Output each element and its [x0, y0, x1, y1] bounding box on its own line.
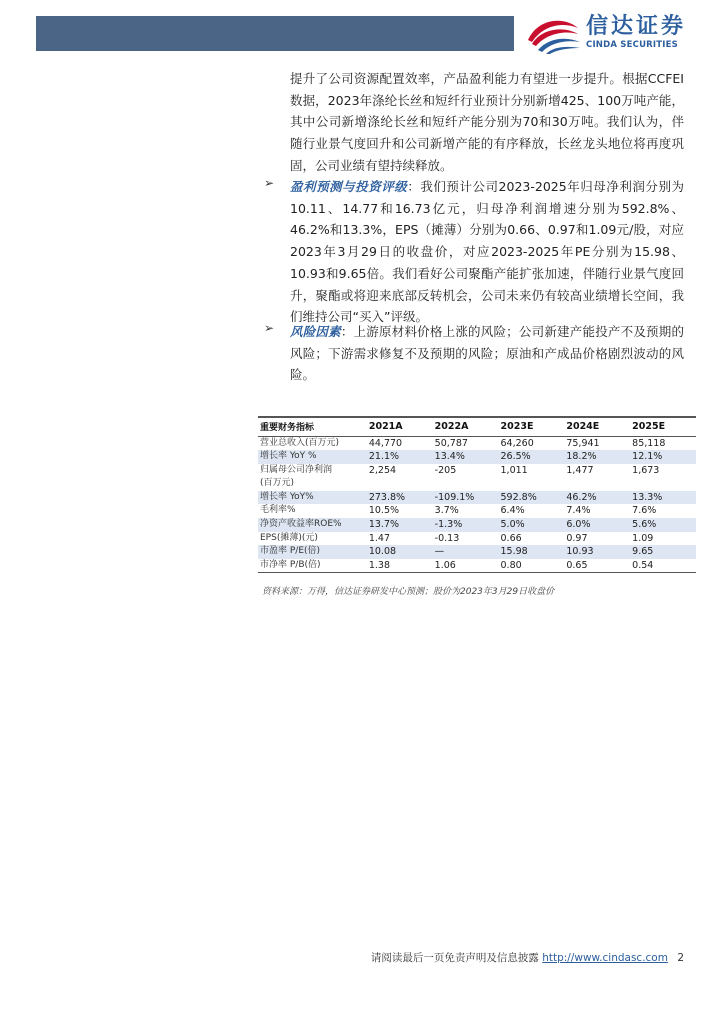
header-bar [36, 16, 514, 51]
table-cell: 13.3% [630, 491, 696, 505]
table-cell: 273.8% [367, 491, 433, 505]
table-cell: 64,260 [500, 437, 534, 449]
bullet-body: ：上游原材料价格上涨的风险；公司新建产能投产不及预期的风险；下游需求修复不及预期的风险；原油和产成品价格剧烈波动的风险。 [290, 324, 684, 383]
table-cell: 市盈率 P/E(倍) [258, 545, 367, 559]
table-cell: (百万元) [260, 478, 295, 489]
table-row [258, 436, 696, 450]
table-cell: 增长率 YoY % [258, 450, 367, 464]
table-cell: 18.2% [564, 450, 630, 464]
table-cell: 6.4% [500, 505, 525, 517]
table-cell [367, 477, 433, 491]
financial-indicators-table [258, 416, 696, 573]
website-link[interactable]: http://www.cindasc.com [542, 952, 668, 964]
table-row [258, 545, 696, 559]
table-source-note: 资料来源：万得，信达证券研发中心预测；股价为2023年3月29日收盘价 [262, 587, 555, 597]
table-cell: 1.38 [367, 559, 433, 573]
table-cell: 1,011 [500, 464, 528, 476]
table-cell [499, 477, 565, 491]
table-row [258, 532, 696, 546]
disclaimer-text: 请阅读最后一页免责声明及信息披露 [370, 952, 539, 964]
table-header-row [258, 417, 696, 436]
table-cell: 10.5% [368, 505, 400, 517]
table-cell: 2,254 [368, 464, 397, 476]
intro-paragraph: 提升了公司资源配置效率，产品盈利能力有望进一步提升。根据CCFEI数据，2023年涤纶长丝和短纤行业预计分别新增425、100万吨产能，其中公司新增涤纶长丝和短纤产能分别为70和30万吨。我们认为，伴随行业景气度回升和公司新增产能的有序释放，长丝龙头地位将再度巩固，公司业绩有望持续释放。 [290, 71, 684, 173]
table-cell: -109.1% [433, 491, 499, 505]
table-cell: -1.3% [433, 518, 499, 532]
table-cell: 85,118 [632, 437, 666, 449]
table-cell: 44,770 [368, 437, 403, 449]
table-cell: 1,477 [566, 464, 594, 476]
table-cell: -205 [434, 464, 457, 476]
table-cell: 13.4% [433, 450, 499, 464]
table-cell: 7.6% [632, 505, 657, 517]
table-cell [564, 477, 630, 491]
table-cell: -0.13 [434, 532, 460, 544]
table-header-cell: 2025E [630, 417, 696, 436]
table-cell: 9.65 [630, 545, 696, 559]
table-cell: 0.54 [630, 559, 696, 573]
table-cell: 15.98 [499, 545, 565, 559]
table-row [258, 491, 696, 505]
table-cell: 0.97 [566, 532, 588, 544]
table-cell: 0.80 [499, 559, 565, 573]
bullet-title: 盈利预测与投资评级 [290, 179, 408, 194]
table-cell: 13.7% [367, 518, 433, 532]
table-cell: 净资产收益率ROE% [258, 518, 367, 532]
table-cell: 6.0% [564, 518, 630, 532]
cinda-logo [524, 14, 700, 54]
table-cell: — [433, 545, 499, 559]
table-row [258, 450, 696, 464]
table-cell [630, 477, 696, 491]
table-cell: 50,787 [434, 437, 468, 449]
table-cell: 0.65 [564, 559, 630, 573]
table-cell: 46.2% [564, 491, 630, 505]
table-header-cell: 2021A [367, 417, 433, 436]
table-cell: 1.09 [632, 532, 654, 544]
table-cell: 毛利率% [260, 505, 296, 516]
page-footer [371, 950, 684, 965]
logo-english-name: CINDA SECURITIES [586, 40, 678, 50]
table-cell: 75,941 [566, 437, 600, 449]
table-header-cell: 2024E [564, 417, 630, 436]
table-cell: 21.1% [367, 450, 433, 464]
table-cell: 12.1% [630, 450, 696, 464]
table-cell: 1.06 [433, 559, 499, 573]
table-cell: 1.47 [368, 532, 390, 544]
bullet-body: ：我们预计公司2023-2025年归母净利润分别为10.11、14.77和16.73亿元，归母净利润增速分别为592.8%、46.2%和13.3%，EPS（摊薄）分别为0.66、0.97和1.09元/股，对应2023年3月29日的收盘价，对应2023-2025年PE分别为15.98、10.93和9.65倍。我们看好公司聚酯产能扩张加速，伴随行业景气度回升，聚酯或将迎来底部反转机会，公司未来仍有较高业绩增长空间，我们维持公司“买入”评级。 [290, 179, 684, 325]
table-cell: 归属母公司净利润 [260, 464, 333, 475]
arrow-bullet-icon: ➢ [264, 176, 275, 190]
table-cell: 增长率 YoY% [258, 491, 367, 505]
table-cell: 5.6% [630, 518, 696, 532]
table-row [258, 559, 696, 573]
page-number: 2 [677, 952, 684, 964]
table-cell: 1,673 [632, 464, 660, 476]
table-cell: 592.8% [499, 491, 565, 505]
table-cell [433, 477, 499, 491]
table-header-cell: 重要财务指标 [258, 417, 367, 436]
table-header-cell: 2023E [499, 417, 565, 436]
table-cell: 26.5% [499, 450, 565, 464]
table-row [258, 464, 696, 478]
logo-chinese-name: 信达证券 [586, 14, 687, 39]
table-cell: 5.0% [499, 518, 565, 532]
bullet-text [290, 176, 684, 328]
table-cell: 市净率 P/B(倍) [258, 559, 367, 573]
table-cell: 10.08 [367, 545, 433, 559]
table-cell: 3.7% [434, 505, 459, 517]
table-row [258, 518, 696, 532]
table-header-cell: 2022A [433, 417, 499, 436]
table-row [258, 477, 696, 491]
bullet-title: 风险因素 [290, 324, 341, 339]
table-cell: 7.4% [566, 505, 591, 517]
arrow-bullet-icon: ➢ [264, 321, 275, 335]
bullet-text [290, 321, 684, 386]
table-row [258, 504, 696, 518]
cinda-logo-mark-icon [524, 14, 582, 54]
table-cell: EPS(摊薄)(元) [260, 532, 318, 543]
table-cell: 营业总收入(百万元) [260, 437, 340, 448]
table-cell: 10.93 [564, 545, 630, 559]
table-cell: 0.66 [500, 532, 522, 544]
